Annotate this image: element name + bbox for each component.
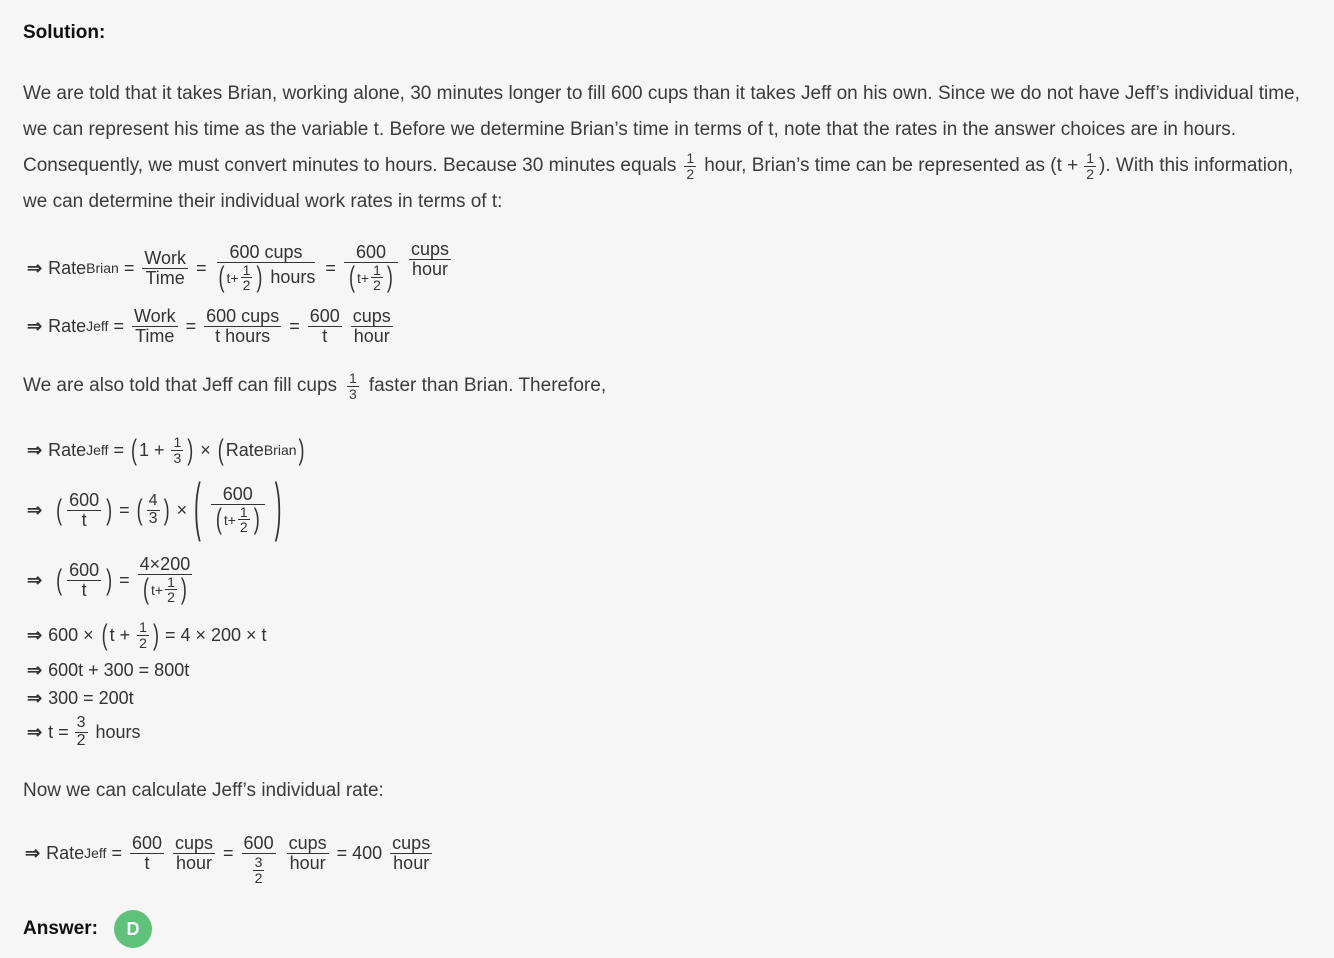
- step-3: [27, 552, 195, 608]
- fraction-half: [238, 505, 250, 535]
- den: hour: [353, 325, 390, 346]
- fraction-cups-hour: [351, 307, 393, 346]
- lparen: (: [136, 493, 143, 526]
- num: 1: [239, 503, 248, 520]
- lparen: (: [56, 493, 63, 526]
- rate-label: Rate: [48, 439, 87, 460]
- lparen: (: [217, 433, 224, 466]
- implies-arrow: ⇒: [27, 659, 43, 680]
- lparen: (: [101, 618, 108, 651]
- num: cups: [288, 832, 327, 853]
- paragraph-2-part-a: We are also told that Jeff can fill cups: [23, 375, 338, 396]
- paragraph-line-2: we can represent his time as the variable t. Before we determine Brian’s time in terms of t, note that the rates in the answer choices are in hours.: [23, 119, 1237, 140]
- times: ×: [176, 499, 188, 520]
- rparen: ): [298, 433, 305, 466]
- fraction-cups-hour: [173, 834, 215, 873]
- equals: =: [185, 315, 197, 336]
- rparen: ): [386, 261, 393, 294]
- rparen: ): [253, 503, 260, 536]
- rparen-large: ): [274, 473, 282, 544]
- step-4-right: = 4 × 200 × t: [164, 624, 267, 645]
- rparen: ): [187, 433, 194, 466]
- num: 600: [309, 305, 340, 326]
- implies-arrow: ⇒: [27, 439, 43, 460]
- num: 600: [344, 243, 398, 263]
- num: 600 cups: [206, 305, 280, 326]
- num: 1: [167, 573, 175, 590]
- num: 1: [1086, 149, 1095, 166]
- den: hour: [393, 852, 430, 873]
- rparen: ): [152, 618, 159, 651]
- paragraph-line-1: We are told that it takes Brian, working alone, 30 minutes longer to fill 600 cups than it takes Jeff on his own. Since we do not have Jeff’s individual time,: [23, 83, 1300, 104]
- fraction-cups-hour: [409, 240, 451, 279]
- plus: +: [119, 624, 131, 645]
- brian-subscript: Brian: [263, 442, 297, 458]
- final-rhs: [279, 832, 436, 874]
- rate-label: Rate: [48, 315, 87, 336]
- fraction-half: [371, 263, 383, 293]
- step-1: [27, 428, 307, 472]
- step-7-left: t =: [48, 721, 69, 742]
- fraction-600-over-t: [67, 561, 101, 600]
- equals: =: [123, 257, 135, 278]
- num: 1: [139, 618, 147, 635]
- lparen: (: [56, 563, 63, 596]
- den: 2: [76, 731, 86, 749]
- num: 1: [173, 433, 182, 450]
- t-plus: t+: [226, 269, 239, 286]
- rparen: ): [163, 493, 170, 526]
- implies-arrow: ⇒: [27, 315, 43, 336]
- step-6-text: 300 = 200t: [48, 687, 134, 708]
- rparen: ): [106, 493, 113, 526]
- jeff-subscript: Jeff: [84, 845, 107, 861]
- paragraph-line-4: we can determine their individual work rates in terms of t:: [23, 191, 503, 212]
- fraction-600-over-three-halves: [242, 834, 276, 885]
- fraction-half: [137, 620, 149, 650]
- num: 4: [148, 491, 158, 509]
- den: 2: [373, 277, 381, 294]
- fraction-half: [165, 575, 177, 605]
- step-2: [27, 473, 283, 544]
- equals: =: [119, 499, 130, 520]
- paragraph-line-3-part-b: hour, Brian’s time can be represented as (t +: [704, 155, 1079, 176]
- fraction-600-over-t-half: [211, 485, 265, 535]
- times: ×: [200, 439, 211, 460]
- den: [215, 263, 318, 293]
- fraction-600-over-t: [308, 307, 342, 346]
- one: 1: [138, 439, 149, 460]
- num: cups: [352, 305, 391, 326]
- num: 600: [69, 559, 100, 580]
- num: cups: [392, 832, 431, 853]
- den: 2: [686, 165, 695, 182]
- t-plus: t+: [223, 511, 236, 528]
- fraction-cups-hour: [287, 834, 329, 873]
- den: 3: [148, 509, 158, 527]
- equation-final-rate-jeff: [25, 832, 435, 890]
- jeff-subscript: Jeff: [86, 442, 109, 458]
- rate-label: Rate: [48, 257, 87, 278]
- fraction-third: [171, 435, 183, 465]
- fraction-600cups-t-hours: [204, 307, 281, 346]
- equals: =: [113, 439, 124, 460]
- den: t: [81, 509, 87, 530]
- den: t: [81, 579, 87, 600]
- final-lhs: [25, 832, 239, 874]
- rparen: ): [106, 563, 113, 596]
- paragraph-line-3-part-c: ). With this information,: [1099, 155, 1294, 176]
- implies-arrow: ⇒: [27, 257, 43, 278]
- den: t: [144, 852, 150, 873]
- den: [139, 575, 191, 605]
- den: 2: [239, 519, 248, 536]
- fraction-half: [1084, 151, 1096, 181]
- den: 3: [349, 385, 357, 402]
- den: Time: [145, 267, 185, 288]
- fraction-cups-hour: [390, 834, 432, 873]
- step-4: [27, 615, 267, 655]
- implies-arrow: ⇒: [27, 499, 43, 520]
- step-5-text: 600t + 300 = 800t: [48, 659, 190, 680]
- den: 3: [173, 449, 182, 466]
- implies-arrow: ⇒: [27, 721, 43, 742]
- equation-rate-jeff: [27, 305, 396, 347]
- fraction-third: [347, 371, 359, 401]
- den: t hours: [215, 325, 271, 346]
- brian-subscript: Brian: [86, 260, 119, 276]
- paragraph-2-part-b: faster than Brian. Therefore,: [368, 375, 607, 396]
- den: Time: [135, 325, 175, 346]
- den: hour: [411, 258, 449, 279]
- fraction-800-over-t-half: [138, 555, 193, 605]
- den: 2: [139, 634, 147, 651]
- t: t: [109, 624, 115, 645]
- equals: =: [196, 257, 207, 278]
- num: 3: [254, 853, 263, 870]
- num: 600: [69, 489, 100, 510]
- lparen: (: [215, 503, 222, 536]
- num: Work: [144, 247, 186, 268]
- fraction-four-thirds: [147, 493, 160, 528]
- den: 2: [1086, 165, 1095, 182]
- den: hour: [176, 852, 213, 873]
- step-4-left: 600 ×: [48, 624, 94, 645]
- den: [345, 263, 397, 293]
- num: 600 cups: [217, 243, 314, 263]
- den: 2: [242, 277, 251, 294]
- rparen: ): [180, 573, 187, 606]
- solution-heading: Solution:: [23, 22, 106, 43]
- implies-arrow: ⇒: [25, 842, 41, 863]
- equals-400: = 400: [336, 842, 383, 863]
- t-plus: t+: [357, 269, 370, 286]
- fraction-600-over-t: [130, 834, 164, 873]
- equation-rate-brian: [27, 238, 454, 298]
- num: cups: [175, 832, 214, 853]
- paragraph-line-3: [23, 148, 1293, 184]
- num: 600: [131, 832, 162, 853]
- num: 1: [373, 261, 381, 278]
- den: [212, 505, 264, 535]
- lparen-large: (: [194, 473, 201, 544]
- rate-label: Rate: [225, 439, 264, 460]
- num: 4×200: [139, 553, 191, 574]
- lparen: (: [349, 261, 356, 294]
- lparen: (: [130, 433, 137, 466]
- fraction-three-halves: [75, 715, 88, 750]
- num: 1: [686, 149, 695, 166]
- num: 1: [349, 369, 357, 386]
- answer-choice-badge: D: [114, 910, 152, 948]
- num: cups: [410, 239, 450, 259]
- paragraph-3: Now we can calculate Jeff’s individual rate:: [23, 780, 384, 801]
- fraction-work-time: [142, 249, 188, 288]
- num: 3: [76, 713, 86, 731]
- paragraph-2: [23, 368, 606, 404]
- equals: =: [223, 842, 234, 863]
- den: [249, 854, 269, 885]
- equals: =: [289, 315, 300, 336]
- equals: =: [119, 569, 130, 590]
- step-7: [27, 714, 141, 750]
- answer-label: Answer:: [23, 918, 98, 939]
- num: 600: [243, 833, 274, 853]
- fraction-half: [241, 263, 253, 293]
- fraction-600cups-over-t-half-hours: [215, 243, 318, 293]
- fraction-600-over-t-half: [344, 243, 398, 293]
- fraction-work-time: [132, 307, 178, 346]
- lparen: (: [218, 261, 225, 294]
- den: 2: [167, 589, 175, 606]
- hours: hours: [270, 267, 316, 288]
- jeff-subscript: Jeff: [86, 318, 109, 334]
- plus: +: [153, 439, 165, 460]
- step-5: [27, 658, 189, 682]
- den: 2: [254, 869, 263, 886]
- fraction-half: [684, 151, 696, 181]
- implies-arrow: ⇒: [27, 569, 43, 590]
- t-plus: t+: [151, 581, 164, 598]
- rate-label: Rate: [46, 842, 85, 863]
- answer-row: [23, 910, 152, 948]
- rparen: ): [256, 261, 263, 294]
- equals: =: [111, 842, 122, 863]
- paragraph-line-3-part-a: Consequently, we must convert minutes to hours. Because 30 minutes equals: [23, 155, 677, 176]
- step-6: [27, 686, 134, 710]
- equals: =: [113, 315, 124, 336]
- equals: =: [325, 257, 336, 278]
- step-7-right: hours: [95, 721, 141, 742]
- fraction-three-halves: [253, 855, 265, 885]
- num: 600: [211, 485, 265, 505]
- implies-arrow: ⇒: [27, 624, 43, 645]
- implies-arrow: ⇒: [27, 687, 43, 708]
- den: hour: [289, 852, 326, 873]
- num: 1: [242, 261, 251, 278]
- lparen: (: [143, 573, 149, 606]
- num: Work: [133, 305, 176, 326]
- den: t: [322, 325, 328, 346]
- fraction-600-over-t: [67, 491, 101, 530]
